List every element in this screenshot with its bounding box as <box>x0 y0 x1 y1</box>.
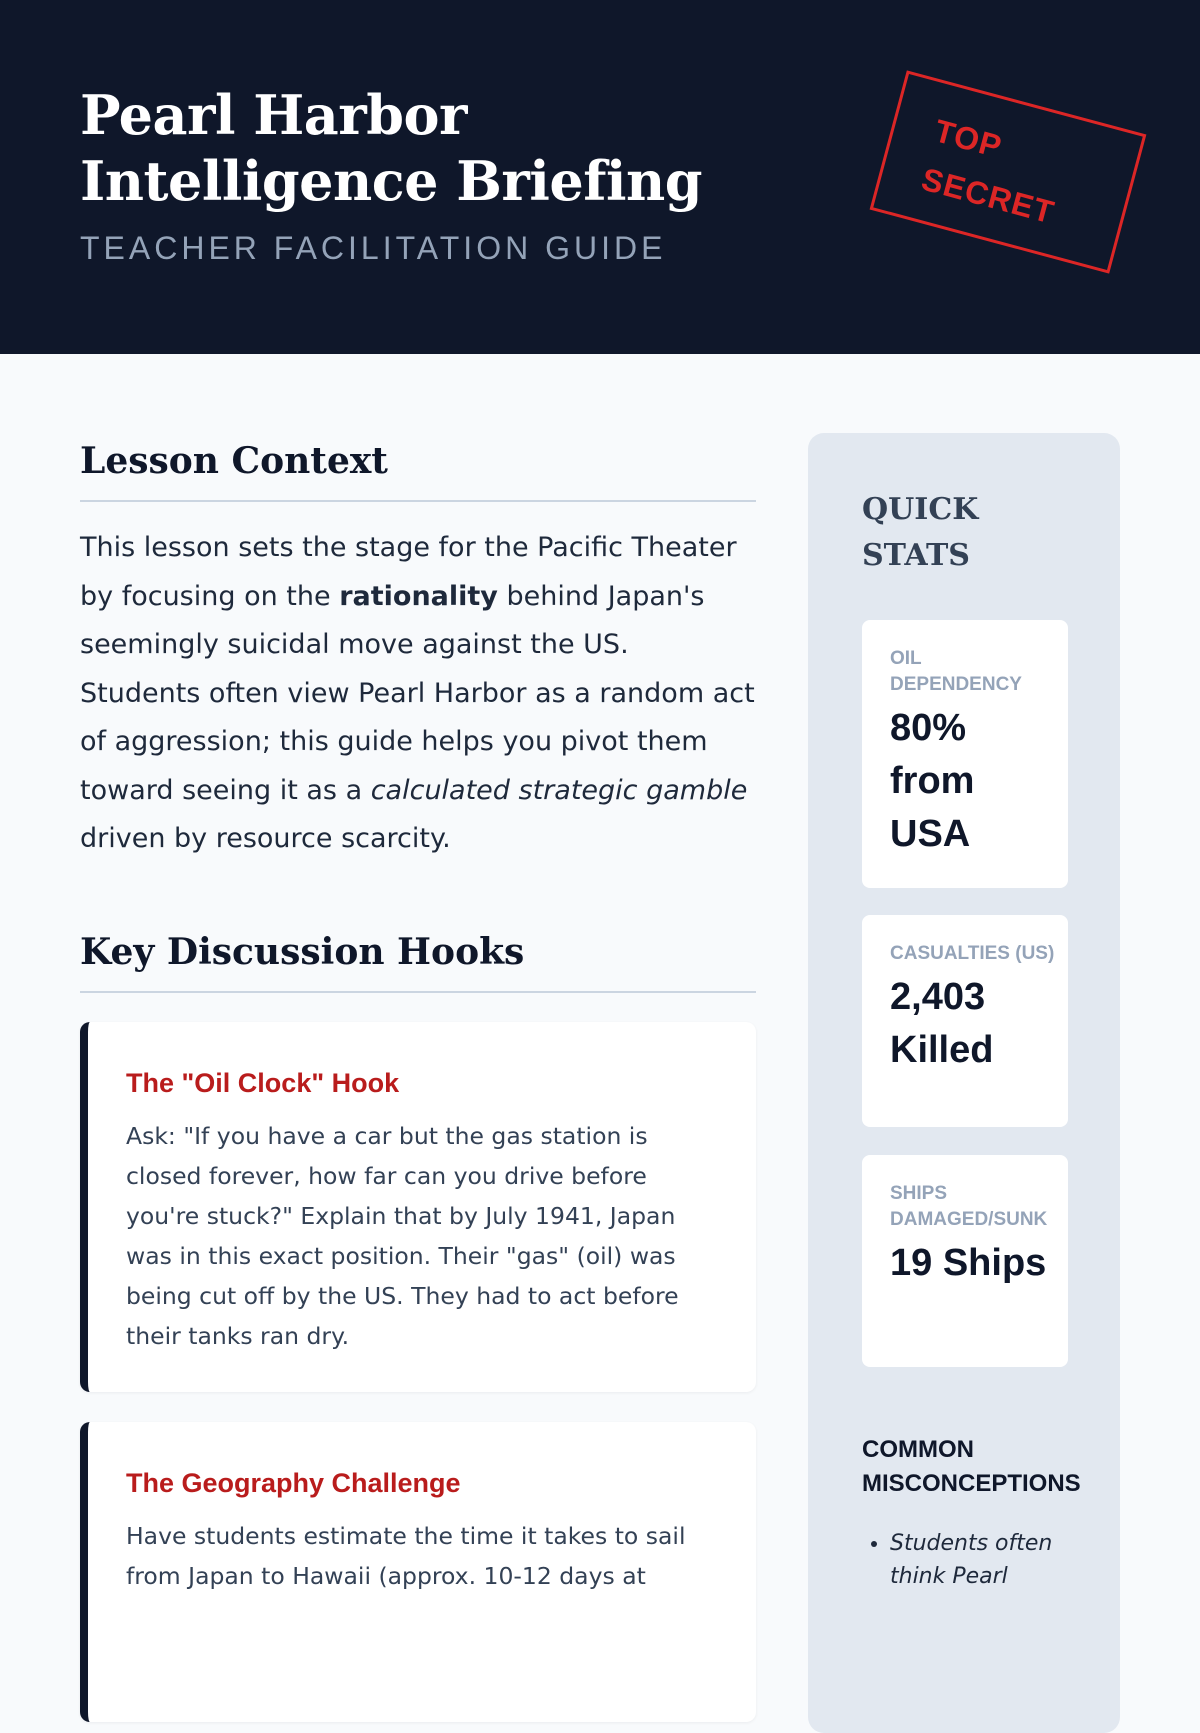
context-text-part2: behind Japan's seemingly suicidal move against the US. Students often view Pearl Harbor as a random act of aggression; this guide helps you pivot them toward seeing it as a <box>80 580 755 806</box>
context-text-part3: driven by resource scarcity. <box>80 823 451 854</box>
context-emphasis-bold: rationality <box>339 580 498 612</box>
discussion-hooks-heading: Key Discussion Hooks <box>80 929 756 993</box>
hook-title: The Geography Challenge <box>126 1468 461 1498</box>
misconceptions-heading: COMMON MISCONCEPTIONS <box>862 1436 1081 1497</box>
hook-text: Have students estimate the time it takes to sail from Japan to Hawaii (approx. 10-12 days at <box>126 1522 686 1590</box>
context-text-part1: This lesson sets the stage for the Pacific Theater by focusing on the <box>80 532 737 612</box>
page-title: Pearl Harbor Intelligence Briefing <box>80 83 702 213</box>
stamp-line-2: SECRET <box>917 160 1059 231</box>
hook-text: Ask: "If you have a car but the gas station is closed forever, how far can you drive before you're stuck?" Explain that by July 1941, Japan was in this exact position. Their "gas" (oil) was being cut off by the US. They had to act before their tanks ran dry. <box>126 1122 679 1350</box>
top-secret-stamp <box>870 70 1147 273</box>
stamp-line-1: TOP <box>930 112 1006 165</box>
stat-value: 19 Ships <box>890 1242 1047 1284</box>
page-header <box>0 0 1200 354</box>
stat-card-ships <box>862 1155 1068 1367</box>
stat-label: CASUALTIES (US) <box>890 943 1055 964</box>
page-subtitle: TEACHER FACILITATION GUIDE <box>80 230 667 266</box>
lesson-context-heading: Lesson Context <box>80 438 756 502</box>
misconceptions-list <box>862 1527 1078 1593</box>
context-emphasis-italic: calculated strategic gamble <box>370 774 748 806</box>
stat-card-oil <box>862 620 1068 888</box>
stat-value: 80% from USA <box>890 707 975 855</box>
misconception-item: • Students often think Pearl <box>890 1527 1078 1593</box>
hook-card <box>80 1022 756 1392</box>
lesson-context-text <box>80 524 756 864</box>
hook-title: The "Oil Clock" Hook <box>126 1068 400 1098</box>
hook-card <box>80 1422 756 1722</box>
quick-stats-sidebar <box>808 433 1120 1733</box>
stat-label: SHIPS DAMAGED/SUNK <box>890 1183 1048 1230</box>
stat-value: 2,403 Killed <box>890 976 994 1071</box>
sidebar-title: QUICK STATS <box>862 492 979 573</box>
stat-label: OIL DEPENDENCY <box>890 648 1022 695</box>
stat-card-casualties <box>862 915 1068 1127</box>
